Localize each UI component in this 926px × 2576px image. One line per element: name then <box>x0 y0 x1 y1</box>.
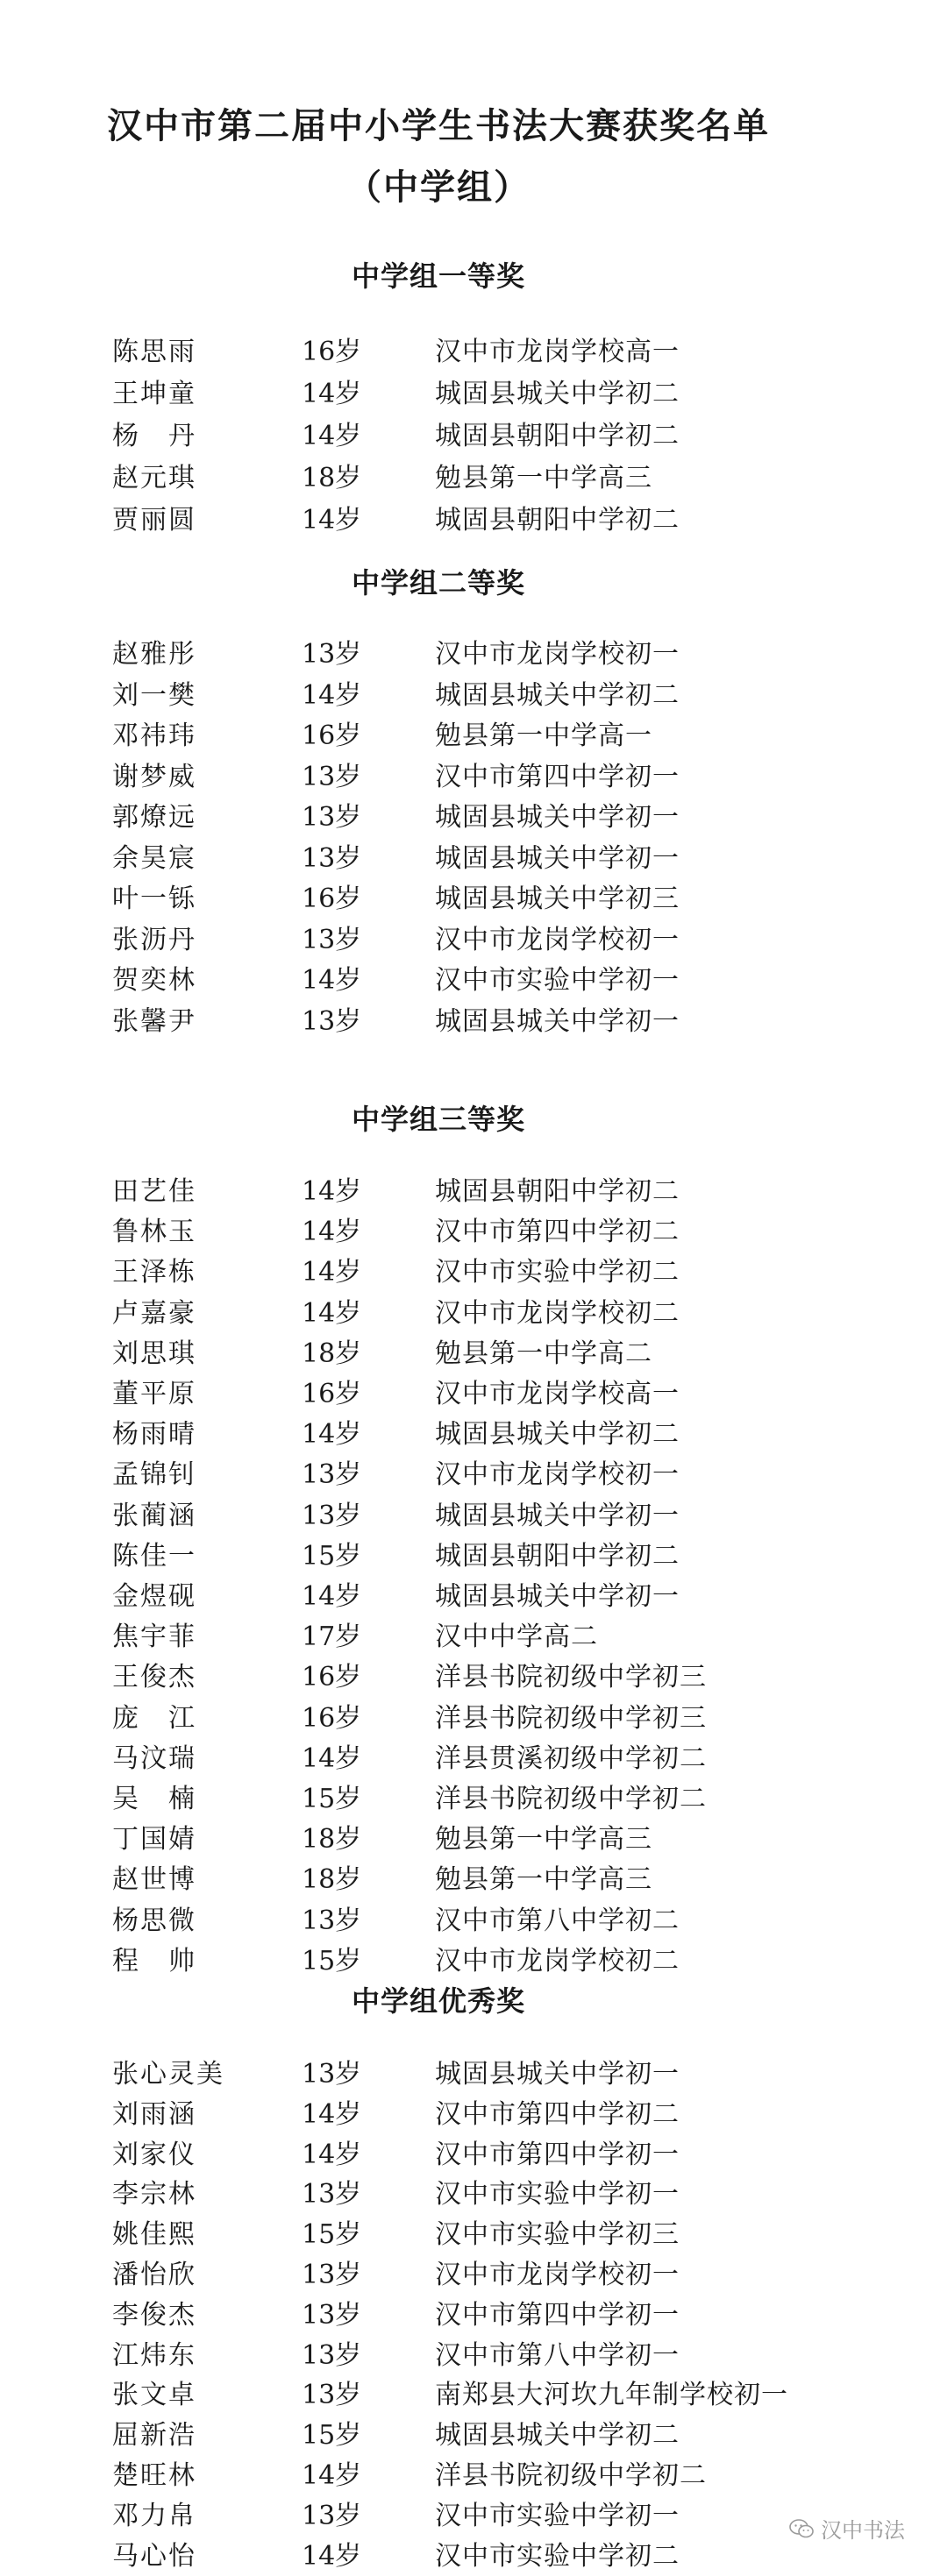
winner-name: 马汶瑞 <box>112 1742 196 1774</box>
winner-row <box>0 921 926 960</box>
winner-row <box>0 1700 926 1738</box>
winner-name: 屈新浩 <box>112 2420 196 2452</box>
winner-name: 贺奕林 <box>112 965 196 996</box>
winner-school: 勉县第一中学高三 <box>435 463 652 493</box>
winner-row <box>0 1658 926 1697</box>
winner-row <box>0 2256 926 2295</box>
winner-age: 14岁 <box>302 1419 362 1451</box>
winner-age: 16岁 <box>302 1662 362 1693</box>
winner-age: 15岁 <box>302 2219 362 2251</box>
winner-school: 城固县城关中学初一 <box>435 1005 680 1037</box>
winner-row <box>0 1416 926 1454</box>
section-title: 中学组三等奖 <box>351 1103 525 1136</box>
winner-school: 汉中市龙岗学校初一 <box>435 924 680 955</box>
winner-name: 刘家仪 <box>112 2139 196 2170</box>
winner-name: 王坤童 <box>112 379 196 409</box>
document-title: 汉中市第二届中小学生书法大赛获奖名单 <box>107 105 770 146</box>
winner-name: 张心灵美 <box>112 2059 224 2090</box>
winner-row <box>0 1335 926 1373</box>
winner-name: 吴 楠 <box>112 1784 196 1814</box>
winner-age: 14岁 <box>302 2098 362 2130</box>
winner-name: 杨雨晴 <box>112 1419 196 1451</box>
winner-school: 汉中市第四中学初二 <box>435 2098 680 2130</box>
winner-age: 13岁 <box>302 2179 362 2211</box>
winner-row <box>0 1213 926 1252</box>
winner-row <box>0 1456 926 1494</box>
winner-age: 18岁 <box>302 1824 362 1856</box>
winner-row <box>0 1740 926 1778</box>
winner-name: 马心怡 <box>112 2540 196 2572</box>
winner-row <box>0 1295 926 1333</box>
winner-row <box>0 2376 926 2415</box>
winner-name: 鲁林玉 <box>112 1217 196 1248</box>
section-title: 中学组优秀奖 <box>351 1984 525 2018</box>
winner-name: 赵雅彤 <box>112 639 196 670</box>
winner-row <box>0 798 926 837</box>
winner-name: 刘雨涵 <box>112 2098 196 2130</box>
winner-school: 汉中市第四中学初一 <box>435 761 680 792</box>
winner-school: 汉中市实验中学初三 <box>435 2219 680 2251</box>
winner-school: 汉中市实验中学初二 <box>435 1257 680 1288</box>
winner-row <box>0 417 926 456</box>
winner-row <box>0 333 926 372</box>
winner-row <box>0 2457 926 2495</box>
winner-school: 城固县城关中学初三 <box>435 884 680 914</box>
winner-row <box>0 635 926 674</box>
winner-name: 刘一樊 <box>112 679 196 711</box>
winner-school: 汉中市龙岗学校初一 <box>435 639 680 670</box>
winner-name: 卢嘉豪 <box>112 1297 196 1329</box>
winner-name: 邓力帛 <box>112 2500 196 2531</box>
winner-school: 汉中市实验中学初二 <box>435 2540 680 2572</box>
winner-school: 城固县城关中学初二 <box>435 679 680 711</box>
winner-row <box>0 962 926 1000</box>
winner-school: 城固县城关中学初二 <box>435 379 680 409</box>
winner-row <box>0 2096 926 2134</box>
winner-age: 16岁 <box>302 1379 362 1409</box>
winner-row <box>0 1173 926 1211</box>
winner-row <box>0 1618 926 1657</box>
winner-age: 15岁 <box>302 1784 362 1814</box>
winner-school: 汉中市龙岗学校初一 <box>435 1459 680 1491</box>
winner-name: 董平原 <box>112 1379 196 1409</box>
winner-age: 16岁 <box>302 884 362 914</box>
winner-name: 赵元琪 <box>112 463 196 493</box>
winner-name: 焦宇菲 <box>112 1622 196 1653</box>
winner-age: 14岁 <box>302 421 362 451</box>
winner-school: 勉县第一中学高一 <box>435 720 652 751</box>
winner-age: 13岁 <box>302 2500 362 2531</box>
winner-row <box>0 1820 926 1859</box>
winner-age: 13岁 <box>302 2059 362 2090</box>
winner-name: 贾丽圆 <box>112 505 196 536</box>
winner-age: 17岁 <box>302 1622 362 1653</box>
winner-age: 13岁 <box>302 1905 362 1936</box>
winner-name: 叶一铄 <box>112 884 196 914</box>
winner-row <box>0 2337 926 2375</box>
winner-school: 汉中市实验中学初一 <box>435 2500 680 2531</box>
winner-row <box>0 1537 926 1576</box>
winner-name: 张文卓 <box>112 2380 196 2411</box>
winner-school: 城固县城关中学初一 <box>435 1500 680 1531</box>
wechat-icon <box>789 2519 814 2538</box>
winner-age: 14岁 <box>302 1581 362 1612</box>
winner-name: 江炜东 <box>112 2339 196 2371</box>
winner-age: 14岁 <box>302 379 362 409</box>
winner-age: 13岁 <box>302 2260 362 2290</box>
winner-school: 城固县朝阳中学初二 <box>435 1540 680 1572</box>
winner-age: 13岁 <box>302 1459 362 1491</box>
winner-school: 汉中市实验中学初一 <box>435 2179 680 2211</box>
winner-school: 汉中市龙岗学校初一 <box>435 2260 680 2290</box>
winner-row <box>0 840 926 878</box>
winner-age: 18岁 <box>302 463 362 493</box>
winner-school: 洋县贯溪初级中学初二 <box>435 1742 707 1774</box>
winner-row <box>0 717 926 756</box>
winner-age: 14岁 <box>302 965 362 996</box>
winner-name: 余昊宸 <box>112 842 196 874</box>
winner-row <box>0 2216 926 2254</box>
winner-row <box>0 677 926 715</box>
winner-name: 张沥丹 <box>112 924 196 955</box>
winner-name: 邓祎玮 <box>112 720 196 751</box>
winner-row <box>0 2296 926 2335</box>
winner-age: 16岁 <box>302 1702 362 1734</box>
winner-row <box>0 1780 926 1819</box>
winner-school: 洋县书院初级中学初二 <box>435 1784 707 1814</box>
winner-school: 勉县第一中学高三 <box>435 1864 652 1896</box>
winner-name: 庞 江 <box>112 1702 196 1734</box>
winner-name: 潘怡欣 <box>112 2260 196 2290</box>
winner-school: 城固县城关中学初二 <box>435 2420 680 2452</box>
winner-name: 王泽栋 <box>112 1257 196 1288</box>
winner-row <box>0 501 926 540</box>
winner-name: 金煜砚 <box>112 1581 196 1612</box>
winner-age: 18岁 <box>302 1864 362 1896</box>
winner-row <box>0 2136 926 2175</box>
winner-school: 洋县书院初级中学初二 <box>435 2460 707 2491</box>
winner-row <box>0 2175 926 2214</box>
winner-school: 汉中市龙岗学校初二 <box>435 1945 680 1976</box>
winner-row <box>0 758 926 797</box>
winner-name: 李宗林 <box>112 2179 196 2211</box>
winner-school: 汉中市龙岗学校高一 <box>435 337 680 367</box>
winner-age: 13岁 <box>302 639 362 670</box>
winner-row <box>0 1861 926 1899</box>
winner-school: 城固县城关中学初一 <box>435 2059 680 2090</box>
winner-school: 勉县第一中学高二 <box>435 1338 652 1369</box>
winner-age: 14岁 <box>302 2460 362 2491</box>
winner-age: 15岁 <box>302 1945 362 1976</box>
winner-school: 汉中市第四中学初一 <box>435 2299 680 2331</box>
winner-name: 张蔺涵 <box>112 1500 196 1531</box>
winner-name: 郭燎远 <box>112 802 196 833</box>
winner-name: 王俊杰 <box>112 1662 196 1693</box>
winner-age: 13岁 <box>302 761 362 792</box>
winner-age: 13岁 <box>302 842 362 874</box>
winner-row <box>0 1578 926 1616</box>
winner-row <box>0 1942 926 1981</box>
winner-name: 赵世博 <box>112 1864 196 1896</box>
winner-name: 陈思雨 <box>112 337 196 367</box>
winner-school: 汉中市第四中学初一 <box>435 2139 680 2170</box>
winner-row <box>0 2537 926 2576</box>
winner-age: 16岁 <box>302 337 362 367</box>
winner-name: 杨思微 <box>112 1905 196 1936</box>
watermark-text: 汉中书法 <box>821 2518 905 2543</box>
winner-row <box>0 2416 926 2455</box>
winner-name: 刘思琪 <box>112 1338 196 1369</box>
winner-age: 18岁 <box>302 1338 362 1369</box>
winner-school: 汉中市第八中学初一 <box>435 2339 680 2371</box>
winner-age: 14岁 <box>302 1176 362 1207</box>
winner-school: 汉中市第四中学初二 <box>435 1217 680 1248</box>
winner-school: 洋县书院初级中学初三 <box>435 1702 707 1734</box>
winner-age: 15岁 <box>302 1540 362 1572</box>
winner-row <box>0 1375 926 1414</box>
watermark <box>789 2513 905 2544</box>
winner-school: 汉中市实验中学初一 <box>435 965 680 996</box>
winner-name: 姚佳熙 <box>112 2219 196 2251</box>
winner-age: 16岁 <box>302 720 362 751</box>
winner-name: 田艺佳 <box>112 1176 196 1207</box>
winner-age: 14岁 <box>302 2540 362 2572</box>
winner-school: 汉中中学高二 <box>435 1622 598 1653</box>
winner-school: 城固县朝阳中学初二 <box>435 505 680 536</box>
winner-age: 13岁 <box>302 802 362 833</box>
winner-age: 13岁 <box>302 1500 362 1531</box>
winner-row <box>0 2497 926 2536</box>
winner-age: 14岁 <box>302 1742 362 1774</box>
winner-school: 城固县城关中学初一 <box>435 802 680 833</box>
section-title: 中学组二等奖 <box>351 566 525 600</box>
winner-age: 13岁 <box>302 2380 362 2411</box>
winner-row <box>0 2055 926 2094</box>
winner-school: 汉中市龙岗学校初二 <box>435 1297 680 1329</box>
winner-age: 14岁 <box>302 2139 362 2170</box>
winner-age: 13岁 <box>302 924 362 955</box>
winner-age: 13岁 <box>302 2299 362 2331</box>
winner-age: 15岁 <box>302 2420 362 2452</box>
winner-row <box>0 1003 926 1041</box>
winner-school: 南郑县大河坎九年制学校初一 <box>435 2380 788 2411</box>
winner-school: 城固县朝阳中学初二 <box>435 421 680 451</box>
winner-age: 14岁 <box>302 679 362 711</box>
section-title: 中学组一等奖 <box>351 259 525 293</box>
document-subtitle: （中学组） <box>346 167 531 208</box>
winner-row <box>0 375 926 414</box>
winner-name: 陈佳一 <box>112 1540 196 1572</box>
winner-name: 李俊杰 <box>112 2299 196 2331</box>
winner-name: 孟锦钊 <box>112 1459 196 1491</box>
winner-row <box>0 880 926 919</box>
winner-school: 城固县城关中学初一 <box>435 1581 680 1612</box>
winner-school: 汉中市龙岗学校高一 <box>435 1379 680 1409</box>
winner-row <box>0 1253 926 1292</box>
winner-age: 14岁 <box>302 1257 362 1288</box>
winner-row <box>0 1497 926 1536</box>
winner-row <box>0 1902 926 1941</box>
winner-school: 勉县第一中学高三 <box>435 1824 652 1856</box>
winner-name: 丁国婧 <box>112 1824 196 1856</box>
winner-age: 13岁 <box>302 1005 362 1037</box>
winner-school: 汉中市第八中学初二 <box>435 1905 680 1936</box>
winner-name: 杨 丹 <box>112 421 196 451</box>
winner-name: 谢梦威 <box>112 761 196 792</box>
winner-name: 张馨尹 <box>112 1005 196 1037</box>
winner-age: 14岁 <box>302 1217 362 1248</box>
winner-name: 程 帅 <box>112 1945 196 1976</box>
winner-school: 城固县城关中学初二 <box>435 1419 680 1451</box>
winner-school: 洋县书院初级中学初三 <box>435 1662 707 1693</box>
winner-school: 城固县朝阳中学初二 <box>435 1176 680 1207</box>
winner-age: 14岁 <box>302 1297 362 1329</box>
winner-row <box>0 459 926 498</box>
winner-school: 城固县城关中学初一 <box>435 842 680 874</box>
winner-age: 13岁 <box>302 2339 362 2371</box>
winner-name: 楚旺林 <box>112 2460 196 2491</box>
winner-age: 14岁 <box>302 505 362 536</box>
